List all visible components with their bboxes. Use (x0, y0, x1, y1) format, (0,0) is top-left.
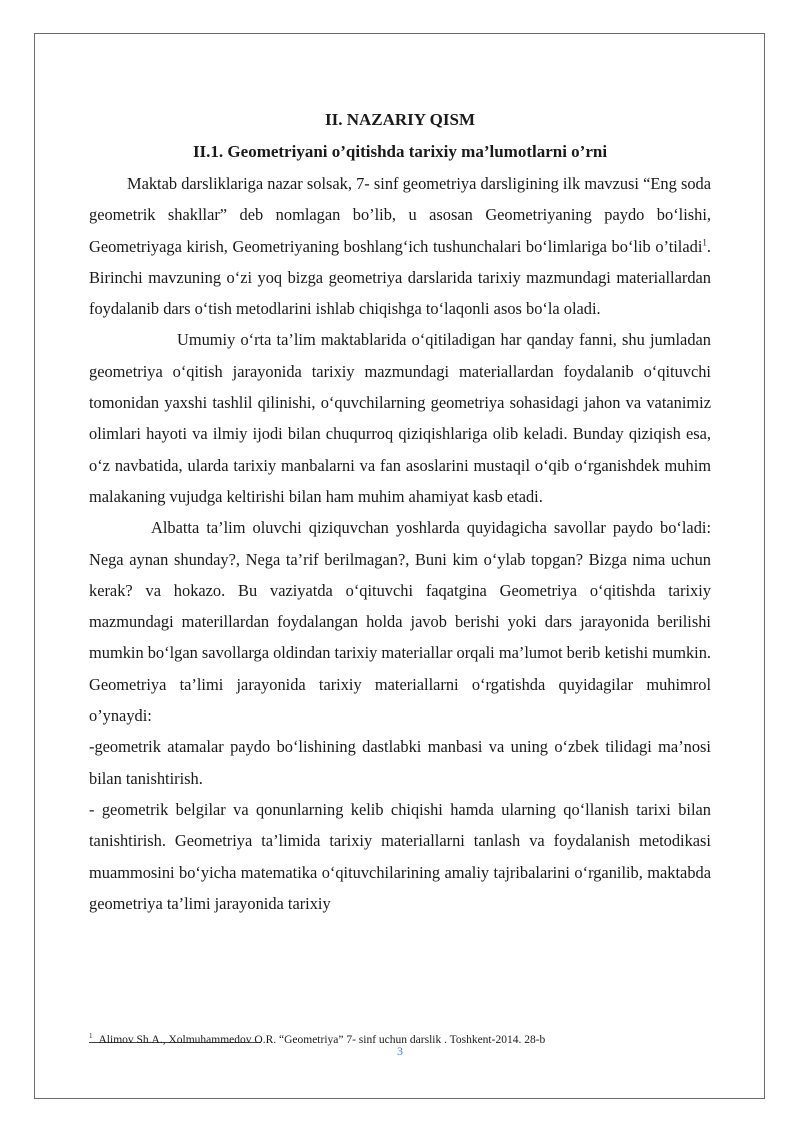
footnote-text: Alimov Sh.A., Xolmuhammedov O.R. “Geometriya” 7- sinf uchun darslik . Toshkent-2014. 28-b (98, 1033, 546, 1046)
page-body (89, 104, 711, 919)
list-item-terms: -geometrik atamalar paydo bo‘lishining dastlabki manbasi va uning o‘zbek tilidagi ma’nosi bilan tanishtirish. (89, 737, 711, 788)
chapter-title: II. NAZARIY QISM (324, 110, 476, 129)
footnote-reference: 1 (702, 237, 707, 248)
paragraph-3: Albatta ta’lim oluvchi qiziquvchan yoshlarda quyidagicha savollar paydo bo‘ladi: Nega aynan shunday?, Nega ta’rif berilmagan?, Buni kim o‘ylab topgan? Bizga nima uchun kerak? va hokazo. Bu vaziyatda o‘qituvchi faqatgina Geometriya o‘qitishda tarixiy mazmundagi materillardan foydalangan holda javob berishi yoki dars jarayonida berilishi mumkin bo‘lgan savollarga oldindan tarixiy materiallar orqali ma’lumot berib ketishi mumkin. Geometriya ta’limi jarayonida tarixiy materiallarni o‘rgatishda quyidagilar muhimrol o’ynaydi: (89, 518, 711, 726)
list-item-symbols: - geometrik belgilar va qonunlarning kelib chiqishi hamda ularning qo‘llanish tarixi bilan tanishtirish. Geometriya ta’limida tarixiy materiallarni tanlash va foydalanish metodikasi muammosini bo‘yicha matematika o‘qituvchilarining amaliy tajribalarini o‘rganilib, maktabda geometriya ta’limi jarayonida tarixiy (89, 799, 711, 913)
paragraph-1 (89, 168, 711, 324)
section-title: II.1. Geometriyani o’qitishda tarixiy ma’lumotlarni o’rni (192, 142, 608, 161)
page-number: 3 (397, 1044, 403, 1058)
paragraph-1-text-continued: . Birinchi mavzuning o‘zi yoq bizga geometriya darslarida tarixiy mazmundagi materiallardan foydalanib dars o‘tish metodlarini ishlab chiqishga to‘laqonli asos bo‘la oladi. (89, 236, 711, 319)
footnote-mark: 1 (89, 1032, 93, 1040)
paragraph-2: Umumiy o‘rta ta’lim maktablarida o‘qitiladigan har qanday fanni, shu jumladan geometriya o‘qitish jarayonida tarixiy mazmundagi materiallardan foydalanib o‘qituvchi tomonidan yaxshi tashlil qilinishi, o‘quvchilarning geometriya sohasidagi jahon va vatanimiz olimlari hayoti va ilmiy ijodi bilan chuqurroq qiziqishlariga olib keladi. Bunday qiziqish esa, o‘z navbatida, ularda tarixiy manbalarni va fan asoslarini mustaqil o‘qib o‘rganishdek muhim malakaning vujudga keltirishi bilan ham muhim ahamiyat kasb etadi. (89, 330, 711, 506)
paragraph-1-text: Maktab darsliklariga nazar solsak, 7- sinf geometriya darsligining ilk mavzusi “Eng soda geometrik shakllar” deb nomlagan bo’lib, u asosan Geometriyaning paydo bo‘lishi, Geometriyaga kirish, Geometriyaning boshlang‘ich tushunchalari bo‘limlariga bo‘lib o’tiladi (89, 174, 711, 256)
